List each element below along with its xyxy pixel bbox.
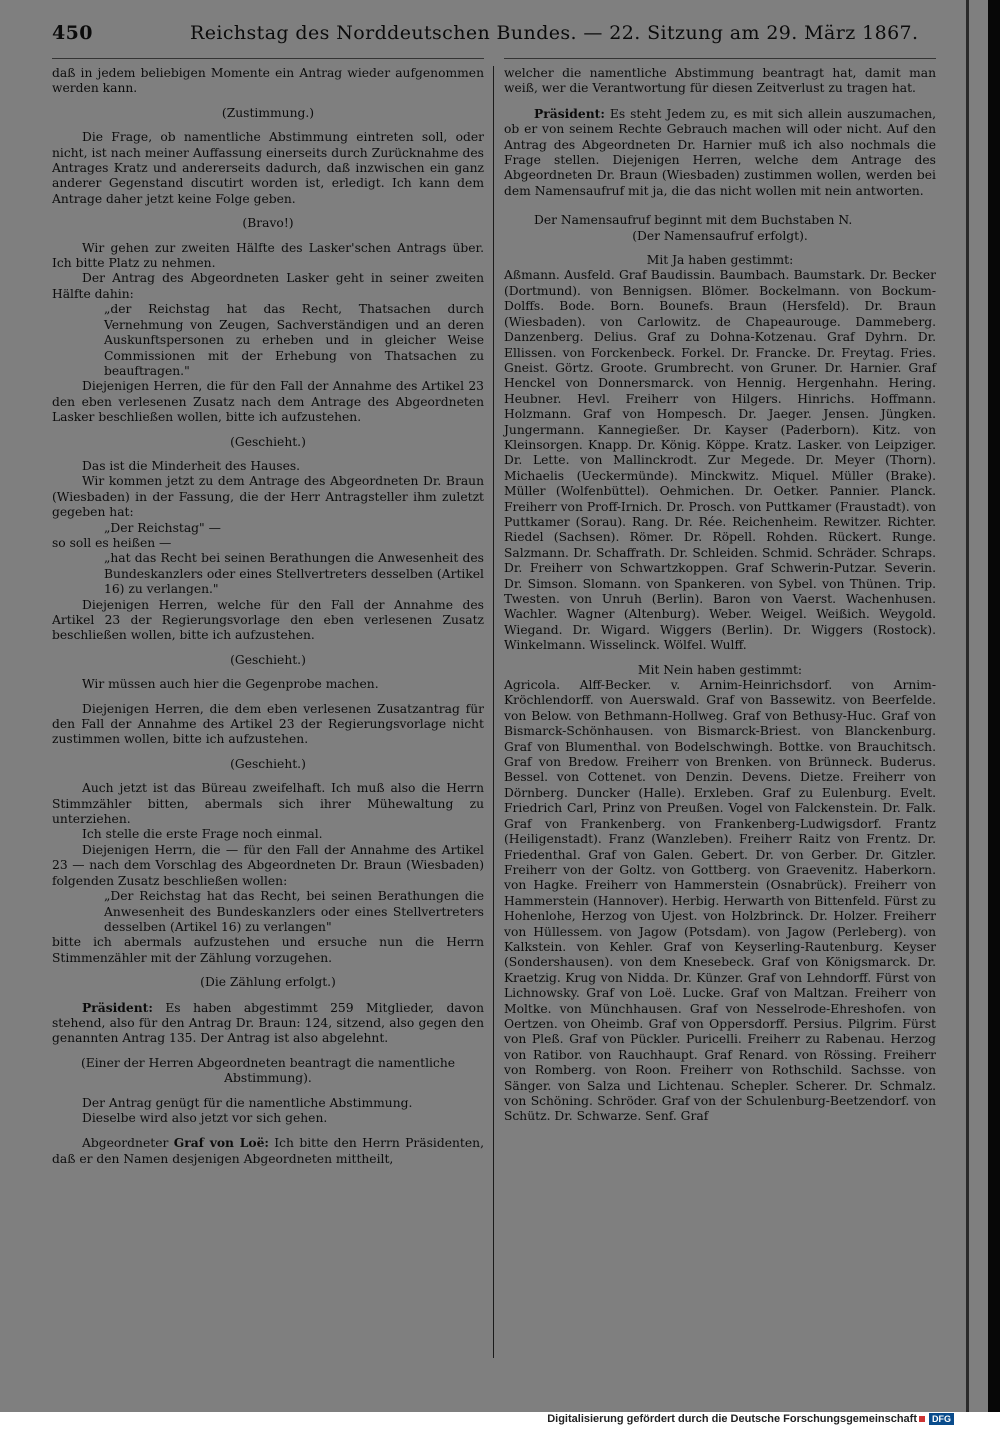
paragraph: Ich stelle die erste Frage noch einmal.	[82, 827, 323, 842]
paragraph	[52, 1000, 484, 1047]
paragraph: Das ist die Minderheit des Hauses.	[82, 458, 301, 473]
paragraph: Diejenigen Herren, die für den Fall der Annahme des Artikel 23 den eben verlesenen Zusatz nach dem Antrage des Abgeordneten Lasker beschließen wollen, bitte ich aufzustehen.	[52, 379, 484, 425]
paragraph: Wir kommen jetzt zu dem Antrage des Abgeordneten Dr. Braun (Wiesbaden) in der Fassung, die der Herr Antragsteller ihm zuletzt gegeben hat:	[52, 474, 484, 520]
quotation: „Der Reichstag" —	[104, 520, 221, 535]
remark: (Geschieht.)	[230, 434, 306, 449]
speaker-name: Präsident:	[534, 105, 605, 121]
speech-text: Ich bitte den Herrn Präsidenten, daß er den Namen desjenigen Abgeordneten mittheilt,	[52, 1136, 484, 1166]
paragraph: Dieselbe wird also jetzt vor sich gehen.	[82, 1110, 328, 1125]
paragraph: Die Frage, ob namentliche Abstimmung eintreten soll, oder nicht, ist nach meiner Auffassung einerseits durch Zurücknahme des Antrages Kratz und andererseits dadurch, daß inzwischen ein ganz anderer Gegenstand discutirt worden ist, erledigt. Ich kann dem Antrage daher jetzt keine Folge geben.	[52, 130, 484, 206]
speech-text: Es steht Jedem zu, es mit sich allein auszumachen, ob er von seinem Rechte Gebrauch machen will oder nicht. Auf den Antrag des Abgeordneten Dr. Harnier muß ich also nochmals die Frage stellen. Diejenigen Herren, welche dem Antrage des Abgeordneten Dr. Braun (Wiesbaden) zustimmen wollen, werden bei dem Namensaufruf mit ja, die das nicht wollen mit nein antworten.	[504, 106, 936, 198]
paragraph	[52, 1135, 484, 1167]
page-number: 450	[52, 22, 93, 44]
scan-edge	[988, 0, 1000, 1432]
left-column	[52, 66, 484, 1167]
paragraph: Diejenigen Herren, welche für den Fall der Annahme des Artikel 23 der Regierungsvorlage den eben verlesenen Zusatz beschließen wollen, bitte ich aufzustehen.	[52, 597, 484, 643]
remark: (Einer der Herren Abgeordneten beantragt die namentliche Abstimmung).	[80, 1055, 456, 1086]
footer	[547, 1413, 954, 1425]
paragraph: Der Namensaufruf beginnt mit dem Buchstaben N.	[534, 213, 853, 228]
remark: (Die Zählung erfolgt.)	[200, 975, 336, 990]
remark: (Der Namensaufruf erfolgt).	[632, 228, 808, 243]
header-rule-left	[52, 58, 484, 59]
remark: (Geschieht.)	[230, 756, 306, 771]
speaker-prefix: Abgeordneter	[82, 1136, 174, 1151]
paragraph: daß in jedem beliebigen Momente ein Antrag wieder aufgenommen werden kann.	[52, 66, 484, 96]
separator-icon	[919, 1416, 925, 1422]
paragraph	[504, 106, 936, 199]
paragraph: Diejenigen Herren, die dem eben verlesenen Zusatzantrag für den Fall der Annahme des Artikel 23 der Regierungsvorlage nicht zustimmen wollen, bitte ich aufzustehen.	[52, 701, 484, 747]
page-header	[52, 22, 954, 62]
speaker-name: Graf von Loë:	[173, 1135, 269, 1151]
quotation: „der Reichstag hat das Recht, Thatsachen durch Vernehmung von Zeugen, Sachverständigen und an deren Auskunftspersonen zu erheben und in gleicher Weise Commissionen mit der Erhebung von Thatsachen zu beauftragen."	[104, 302, 484, 378]
paragraph: Wir gehen zur zweiten Hälfte des Lasker'schen Antrags über. Ich bitte Platz zu nehmen.	[52, 240, 484, 271]
vote-heading-no: Mit Nein haben gestimmt:	[637, 662, 803, 677]
remark: (Geschieht.)	[230, 652, 306, 667]
vote-list-no: Agricola. Alff-Becker. v. Arnim-Heinrichsdorf. von Arnim-Kröchlendorff. von Auerswald. Graf von Bassewitz. von Beerfelde. von Below. von Bethmann-Hollweg. Graf von Bethusy-Huc. Graf von Bismarck-Schönhausen. von Bismarck-Briest. von Blanckenburg. Graf von Blumenthal. von Bodelschwingh. Bottke. von Brauchitsch. Graf von Bredow. Freiherr von Brenken. von Brünneck. Buderus. Bessel. von Cottenet. von Denzin. Devens. Dietze. Freiherr von Dörnberg. Duncker (Halle). Erxleben. Graf zu Eulenburg. Evelt. Friedrich Carl, Prinz von Preußen. Vogel von Falckenstein. Dr. Falk. Graf von Frankenberg. von Frankenberg-Ludwigsdorf. Frantz (Heiligenstadt). Franz (Wanzleben). Freiherr Raitz von Frentz. Dr. Friedenthal. Graf von Galen. Gebert. Dr. von Gerber. Dr. Gitzler. Freiherr von der Goltz. von Gottberg. von Graevenitz. Haberkorn. von Hagke. Freiherr von Hammerstein (Osnabrück). Freiherr von Hammerstein (Hannover). Herbig. Herwarth von Bittenfeld. Fürst zu Hohenlohe, Herzog von Ujest. von Holzbrinck. Dr. Holzer. Freiherr von Hüllessem. von Jagow (Potsdam). von Jagow (Perleberg). von Kalkstein. von Kehler. Graf von Keyserling-Rautenburg. Keyser (Sondershausen). von dem Knesebeck. Graf von Königsmarck. Dr. Kraetzig. Krug von Nidda. Dr. Künzer. Graf von Lehndorff. Fürst von Lichnowsky. Graf von Loë. Lucke. Graf von Maltzan. Freiherr von Moltke. von Münchhausen. Graf von Nesselrode-Ehreshofen. von Oertzen. von Oheimb. Graf von Oppersdorff. Persius. Pilgrim. Fürst von Pleß. Graf von Pückler. Puricelli. Freiherr zu Rabenau. Herzog von Ratibor. von Rauchhaupt. Graf Renard. von Rössing. Freiherr von Romberg. von Roon. Freiherr von Rothschild. Sachsse. von Sänger. von Salza und Lichtenau. Schepler. Scherer. Dr. Schmalz. von Schöning. Schröder. Graf von der Schulenburg-Beetzendorf. von Schütz. Dr. Schwarze. Senf. Graf	[504, 678, 936, 1124]
header-rule-right	[504, 58, 936, 59]
scan-edge-line	[966, 0, 969, 1432]
page-title: Reichstag des Norddeutschen Bundes. — 22. Sitzung am 29. März 1867.	[190, 22, 919, 44]
vote-heading-yes: Mit Ja haben gestimmt:	[646, 253, 794, 268]
paragraph: Der Antrag des Abgeordneten Lasker geht in seiner zweiten Hälfte dahin:	[52, 271, 484, 301]
right-column	[504, 66, 936, 1125]
paragraph: so soll es heißen —	[52, 535, 172, 550]
vote-list-yes: Aßmann. Ausfeld. Graf Baudissin. Baumbach. Baumstark. Dr. Becker (Dortmund). von Bennigsen. Blömer. Bockelmann. von Bockum-Dolffs. Bode. Born. Bounefs. Braun (Hersfeld). Dr. Braun (Wiesbaden). von Carlowitz. de Chapeaurouge. Dammeberg. Danzenberg. Delius. Graf zu Dohna-Kotzenau. Graf Dyhrn. Dr. Ellissen. von Forckenbeck. Forkel. Dr. Francke. Dr. Freytag. Fries. Gneist. Görtz. Groote. Grumbrecht. von Gruner. Dr. Harnier. Graf Henckel von Donnersmarck. von Hennig. Hergenhahn. Hering. Heubner. Hevl. Freiherr von Hilgers. Hinrichs. Hoffmann. Holzmann. Graf von Hompesch. Dr. Jaeger. Jensen. Jüngken. Jungermann. Kannegießer. Dr. Kayser (Paderborn). Kitz. von Kleinsorgen. Knapp. Dr. König. Köppe. Kratz. Lasker. von Leipziger. Dr. Lette. von Mallinckrodt. Zur Megede. Dr. Meyer (Thorn). Michaelis (Ueckermünde). Minckwitz. Miquel. Müller (Brake). Müller (Wolfenbüttel). Oehmichen. Dr. Oetker. Pannier. Planck. Freiherr von Proff-Irnich. Dr. Prosch. von Puttkamer (Fraustadt). von Puttkamer (Sorau). Rang. Dr. Rée. Reichenheim. Rewitzer. Richter. Riedel (Sachsen). Römer. Dr. Röpell. Rohden. Rückert. Runge. Salzmann. Dr. Schaffrath. Dr. Schleiden. Schmid. Schräder. Schraps. Dr. Freiherr von Schwartzkoppen. Graf Schwerin-Putzar. Severin. Dr. Simson. Slomann. von Spankeren. von Sybel. von Thünen. Trip. Twesten. von Unruh (Berlin). Baron von Vaerst. Wachenhusen. Wachler. Wagner (Altenburg). Weber. Weigel. Weißich. Weygold. Wiegand. Dr. Wigard. Wiggers (Berlin). Dr. Wiggers (Rostock). Winkelmann. Wisselinck. Wölfel. Wulff.	[504, 268, 936, 653]
paragraph: bitte ich abermals aufzustehen und ersuche nun die Herrn Stimmenzähler mit der Zählung vorzugehen.	[52, 935, 484, 965]
speech-text: Es haben abgestimmt 259 Mitglieder, davon stehend, also für den Antrag Dr. Braun: 124, sitzend, also gegen den genannten Antrag 135. Der Antrag ist also abgelehnt.	[52, 1000, 484, 1046]
paragraph: Auch jetzt ist das Büreau zweifelhaft. Ich muß also die Herrn Stimmzähler bitten, abermals sich ihrer Mühewaltung zu unterziehen.	[52, 781, 484, 827]
paragraph: Der Antrag genügt für die namentliche Abstimmung.	[82, 1095, 413, 1110]
quotation: „hat das Recht bei seinen Berathungen die Anwesenheit des Bundeskanzlers oder eines Stellvertreters desselben (Artikel 16) zu verlangen."	[104, 551, 484, 597]
remark: (Zustimmung.)	[221, 105, 315, 120]
quotation: „Der Reichstag hat das Recht, bei seinen Berathungen die Anwesenheit des Bundeskanzlers oder eines Stellvertreters desselben (Artikel 16) zu verlangen"	[104, 889, 484, 934]
paragraph: Wir müssen auch hier die Gegenprobe machen.	[82, 677, 379, 692]
paragraph: welcher die namentliche Abstimmung beantragt hat, damit man weiß, wer die Verantwortung für diesen Zeitverlust zu tragen hat.	[504, 66, 936, 96]
remark: (Bravo!)	[242, 216, 294, 231]
paragraph: Diejenigen Herrn, die — für den Fall der Annahme des Artikel 23 — nach dem Vorschlag des Abgeordneten Dr. Braun (Wiesbaden) folgenden Zusatz beschließen wollen:	[52, 842, 484, 888]
footer-credit: Digitalisierung gefördert durch die Deutsche Forschungsgemeinschaft	[547, 1413, 917, 1425]
speaker-name: Präsident:	[82, 999, 153, 1015]
column-divider	[493, 66, 494, 1358]
dfg-logo-icon: DFG	[929, 1413, 954, 1425]
